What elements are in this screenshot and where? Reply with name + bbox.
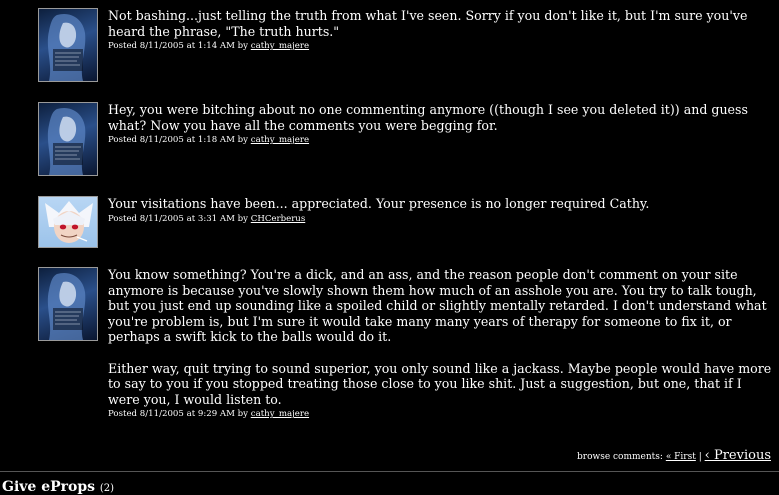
comment-meta <box>108 41 773 52</box>
eprops-count: (2) <box>99 483 115 494</box>
comment-meta <box>108 214 773 225</box>
posted-date: Posted 8/11/2005 at 1:14 AM by <box>108 41 249 52</box>
browse-comments-nav <box>577 448 771 463</box>
nav-separator: | <box>698 452 702 462</box>
user-avatar[interactable] <box>38 267 98 341</box>
author-link[interactable]: cathy_majere <box>250 41 310 52</box>
browse-label: browse comments: <box>577 452 663 462</box>
section-divider <box>0 471 779 472</box>
author-link[interactable]: cathy_majere <box>250 135 310 146</box>
comment-meta <box>108 409 773 420</box>
posted-date: Posted 8/11/2005 at 9:29 AM by <box>108 409 249 420</box>
comment-meta <box>108 135 773 146</box>
previous-page-link[interactable]: ‹ Previous <box>704 448 771 463</box>
posted-date: Posted 8/11/2005 at 1:18 AM by <box>108 135 249 146</box>
comment-text: You know something? You're a dick, and an ass, and the reason people don't comment on your site anymore is because you've slowly shown them how much of an asshole you are. You try to talk tough, but you just end up sounding like a spoiled child or slightly mentally retarded. I don't understand what you're problem is, but I'm sure it would take many many years of therapy for someone to fix it, or perhaps a swift kick to the balls would do it. Either way, quit trying to sound superior, you only sound like a jackass. Maybe people would have more to say to you if you stopped treating those close to you like shit. Just a suggestion, but one, that if I were you, I would listen to. <box>108 267 772 407</box>
comment-body <box>108 196 773 225</box>
user-avatar[interactable] <box>38 102 98 176</box>
comment-text: Hey, you were bitching about no one commenting anymore ((though I see you deleted it)) and guess what? Now you have all the comments you were begging for. <box>108 102 748 133</box>
user-avatar[interactable] <box>38 8 98 82</box>
avatar-art-icon <box>39 268 98 341</box>
comment-text: Your visitations have been... appreciated. Your presence is no longer required Cathy. <box>108 196 650 211</box>
comment-text: Not bashing...just telling the truth from what I've seen. Sorry if you don't like it, but I'm sure you've heard the phrase, "The truth hurts." <box>108 8 748 39</box>
comment-body <box>108 102 773 146</box>
avatar-art-icon <box>39 9 98 82</box>
author-link[interactable]: CHCerberus <box>250 213 306 224</box>
avatar-art-icon <box>39 103 98 176</box>
author-link[interactable]: cathy_majere <box>250 409 310 420</box>
avatar-face-icon <box>39 197 98 248</box>
comment-body <box>108 8 773 52</box>
eprops-title: Give eProps <box>2 479 96 495</box>
comment-body <box>108 267 773 420</box>
posted-date: Posted 8/11/2005 at 3:31 AM by <box>108 213 249 224</box>
first-page-link[interactable]: « First <box>665 452 696 462</box>
user-avatar[interactable] <box>38 196 98 248</box>
